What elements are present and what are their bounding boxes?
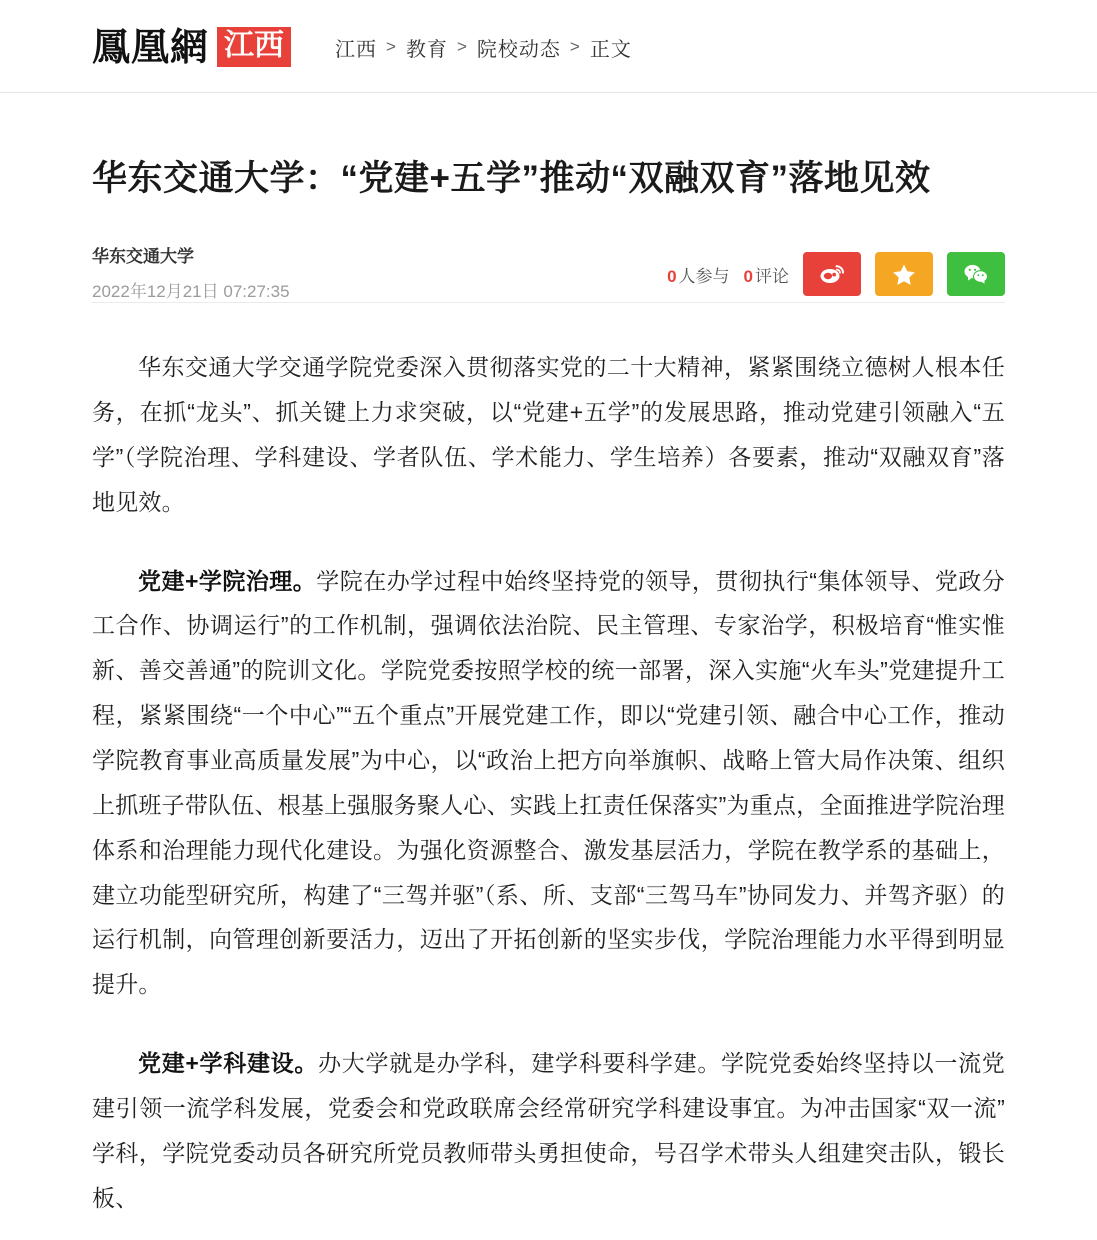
breadcrumb-separator-icon: >: [456, 37, 468, 56]
article-actions: [667, 252, 1005, 302]
star-icon: [892, 263, 916, 286]
breadcrumb-item-education[interactable]: 教育: [405, 38, 448, 61]
participate-count: 0: [667, 266, 677, 286]
article-header: [0, 155, 1097, 303]
article-paragraph: 华东交通大学交通学院党委深入贯彻落实党的二十大精神，紧紧围绕立德树人根本任务，在抓“龙头”、抓关键上力求突破，以“党建+五学”的发展思路，推动党建引领融入“五学”（学院治理、学科建设、学者队伍、学术能力、学生培养）各要素，推动“双融双育”落地见效。: [92, 354, 1005, 515]
paragraph-lead: 党建+学院治理。: [138, 567, 317, 594]
logo-text: 鳳凰網: [92, 24, 210, 69]
site-logo[interactable]: [92, 24, 291, 69]
weibo-icon: [819, 263, 845, 285]
participate-counter: [667, 262, 729, 287]
article-timestamp: 2022年12月21日 07:27:35: [92, 282, 290, 302]
breadcrumb-item-campus-news[interactable]: 院校动态: [476, 38, 561, 61]
logo-region-badge: 江西: [217, 27, 291, 67]
wechat-icon: [963, 263, 989, 285]
site-header: [0, 0, 1097, 93]
page-title: 华东交通大学：“党建+五学”推动“双融双育”落地见效: [92, 159, 931, 198]
comment-counter[interactable]: [744, 262, 789, 287]
article-body: [0, 345, 1097, 1220]
breadcrumb-item-current: 正文: [589, 38, 632, 61]
weibo-share-button[interactable]: [803, 252, 861, 296]
paragraph-text: 学院在办学过程中始终坚持党的领导，贯彻执行“集体领导、党政分工合作、协调运行”的工作机制，强调依法治院、民主管理、专家治学，积极培育“惟实惟新、善交善通”的院训文化。学院党委按照学校的统一部署，深入实施“火车头”党建提升工程，紧紧围绕“一个中心”“五个重点”开展党建工作，即以“党建引领、融合中心工作，推动学院教育事业高质量发展”为中心，以“政治上把方向举旗帜、战略上管大局作决策、组织上抓班子带队伍、根基上强服务聚人心、实践上扛责任保落实”为重点，全面推进学院治理体系和治理能力现代化建设。为强化资源整合、激发基层活力，学院在教学系的基础上，建立功能型研究所，构建了“三驾并驱”（系、所、支部“三驾马车”协同发力、并驾齐驱）的运行机制，向管理创新要活力，迈出了开拓创新的坚实步伐，学院治理能力水平得到明显提升。: [92, 567, 1005, 998]
paragraph-text: 办大学就是办学科，建学科要科学建。学院党委始终坚持以一流党建引领一流学科发展，党委会和党政联席会经常研究学科建设事宜。为冲击国家“双一流”学科，学院党委动员各研究所党员教师带头勇担使命，号召学术带头人组建突击队，锻长板、: [92, 1050, 1005, 1211]
comment-count: 0: [743, 266, 753, 286]
breadcrumb-item-jiangxi[interactable]: 江西: [335, 38, 378, 61]
favorite-button[interactable]: [875, 252, 933, 296]
article-paragraph: [92, 1041, 1005, 1220]
comment-label: 评论: [755, 266, 789, 286]
participate-label: 人参与: [678, 266, 730, 286]
article-paragraph: [92, 559, 1005, 1007]
breadcrumb-separator-icon: >: [386, 37, 397, 56]
breadcrumb: [335, 33, 632, 62]
article-meta: [92, 242, 1005, 303]
article-meta-left: [92, 242, 290, 302]
paragraph-lead: 党建+学科建设。: [138, 1050, 319, 1077]
wechat-share-button[interactable]: [947, 252, 1005, 296]
breadcrumb-separator-icon: >: [569, 37, 581, 56]
article-source: 华东交通大学: [92, 247, 194, 267]
